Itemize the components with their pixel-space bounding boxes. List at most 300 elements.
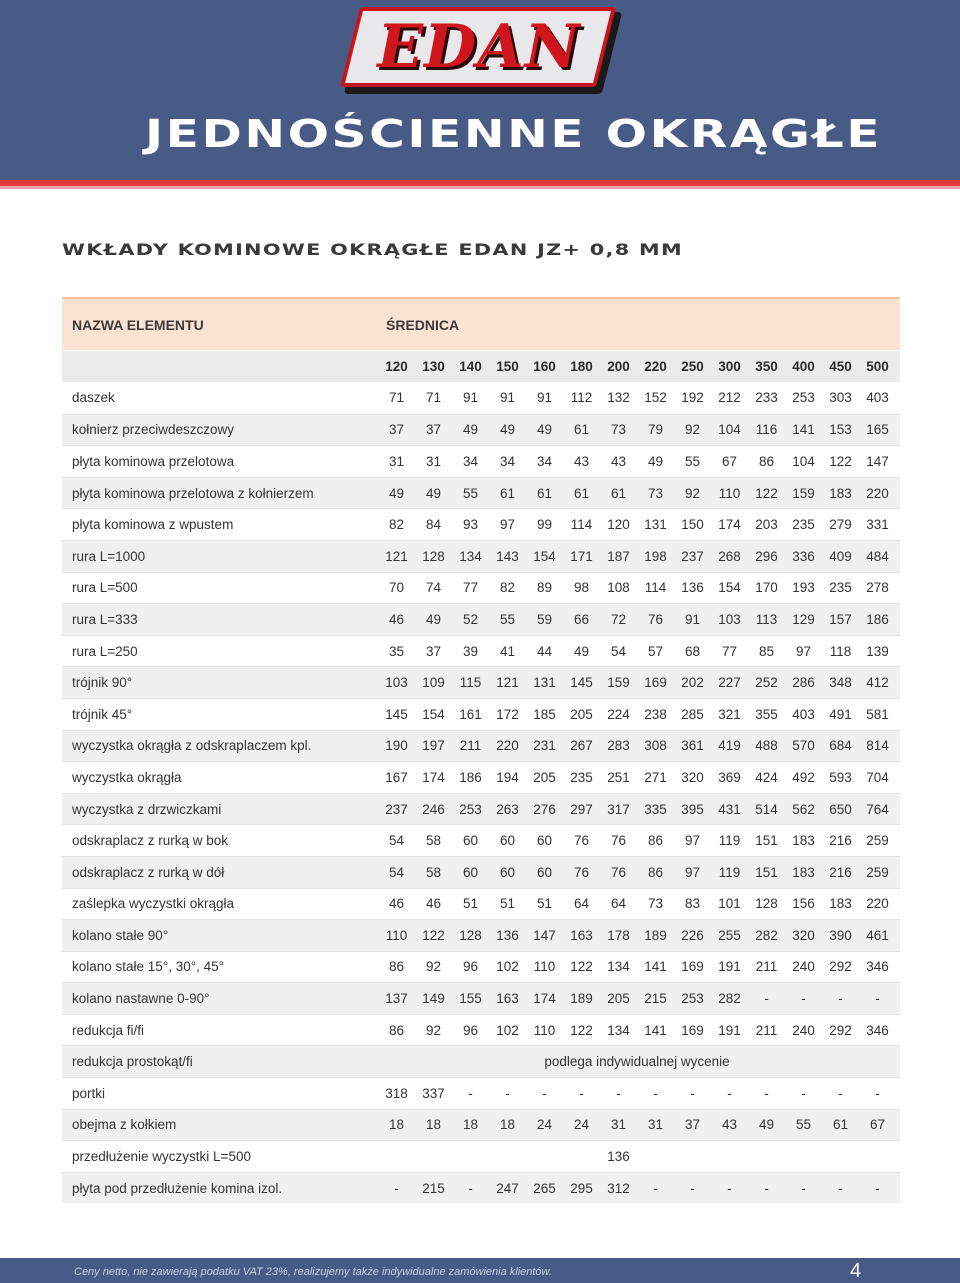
price-cell: 128 bbox=[422, 548, 445, 564]
price-cell: 76 bbox=[647, 611, 664, 627]
table-row bbox=[62, 603, 900, 635]
price-cell: 335 bbox=[644, 801, 667, 817]
price-cell: 31 bbox=[388, 453, 405, 469]
table-row bbox=[62, 698, 900, 730]
row-cells bbox=[378, 390, 896, 405]
price-cell: 141 bbox=[644, 959, 667, 975]
diameter-cell: 150 bbox=[496, 359, 519, 374]
price-cell: 24 bbox=[573, 1117, 590, 1133]
price-cell: 129 bbox=[792, 611, 815, 627]
price-cell: 76 bbox=[610, 833, 627, 849]
price-cell: 60 bbox=[499, 833, 516, 849]
table-row bbox=[62, 1109, 900, 1141]
price-cell: 268 bbox=[718, 548, 741, 564]
price-cell: 51 bbox=[536, 896, 553, 912]
table-header bbox=[62, 297, 900, 350]
price-cell: 18 bbox=[462, 1117, 479, 1133]
price-cell: 191 bbox=[718, 1022, 741, 1038]
logo-text: EDAN bbox=[377, 12, 581, 82]
price-cell: 169 bbox=[681, 959, 704, 975]
price-cell: - bbox=[653, 1085, 658, 1101]
price-cell: 145 bbox=[570, 675, 593, 691]
column-header-diameter: ŚREDNICA bbox=[386, 316, 460, 333]
price-cell: - bbox=[394, 1180, 399, 1196]
price-cell: 189 bbox=[570, 991, 593, 1007]
price-cell: 276 bbox=[533, 801, 556, 817]
price-cell: 60 bbox=[536, 864, 553, 880]
table-row bbox=[62, 1172, 900, 1204]
table-row bbox=[62, 1077, 900, 1109]
price-cell: 317 bbox=[607, 801, 630, 817]
price-cell: 37 bbox=[388, 422, 405, 438]
price-cell: 285 bbox=[681, 706, 704, 722]
price-cell: 91 bbox=[684, 611, 701, 627]
price-cell: 73 bbox=[610, 422, 627, 438]
price-cell: 120 bbox=[607, 517, 630, 533]
price-cell bbox=[526, 1149, 563, 1164]
price-cell: 34 bbox=[536, 453, 553, 469]
price-cell: 156 bbox=[792, 896, 815, 912]
price-cell: 169 bbox=[681, 1022, 704, 1038]
price-cell: 492 bbox=[792, 769, 815, 785]
price-cell: 183 bbox=[792, 833, 815, 849]
price-cell: 303 bbox=[829, 390, 852, 406]
price-cell: 122 bbox=[829, 453, 852, 469]
price-cell: 122 bbox=[570, 1022, 593, 1038]
price-cell: 34 bbox=[462, 453, 479, 469]
price-cell: 312 bbox=[607, 1180, 630, 1196]
price-cell: 403 bbox=[792, 706, 815, 722]
price-cell: 650 bbox=[829, 801, 852, 817]
price-cell: 132 bbox=[607, 390, 630, 406]
price-cell: 114 bbox=[644, 580, 667, 596]
row-name: rura L=333 bbox=[72, 611, 138, 627]
row-name: obejma z kołkiem bbox=[72, 1117, 177, 1133]
price-cell: 49 bbox=[647, 453, 664, 469]
price-cell: 163 bbox=[496, 991, 519, 1007]
table-row bbox=[62, 793, 900, 825]
price-cell: 491 bbox=[829, 706, 852, 722]
price-cell: 131 bbox=[533, 675, 556, 691]
price-cell: 41 bbox=[499, 643, 516, 659]
price-cell: 369 bbox=[718, 769, 741, 785]
price-cell: - bbox=[875, 1180, 880, 1196]
row-cells bbox=[378, 770, 896, 785]
price-cell: 240 bbox=[792, 1022, 815, 1038]
price-cell: 143 bbox=[496, 548, 519, 564]
price-cell: 318 bbox=[385, 1085, 408, 1101]
price-cell: 89 bbox=[536, 580, 553, 596]
price-cell: - bbox=[838, 1085, 843, 1101]
price-cell: 263 bbox=[496, 801, 519, 817]
price-cell: 61 bbox=[573, 422, 590, 438]
price-cell: 46 bbox=[388, 896, 405, 912]
row-name: wyczystka z drzwiczkami bbox=[72, 801, 222, 817]
price-cell: 151 bbox=[755, 864, 778, 880]
price-cell: - bbox=[838, 1180, 843, 1196]
price-cell: 202 bbox=[681, 675, 704, 691]
price-cell: 814 bbox=[866, 738, 889, 754]
price-cell: 61 bbox=[573, 485, 590, 501]
price-cell: - bbox=[690, 1180, 695, 1196]
price-cell: - bbox=[801, 1180, 806, 1196]
price-cell: 320 bbox=[792, 927, 815, 943]
price-cell: 103 bbox=[718, 611, 741, 627]
price-cell: - bbox=[616, 1085, 621, 1101]
price-cell: 119 bbox=[718, 833, 741, 849]
table-row bbox=[62, 540, 900, 572]
price-cell: 198 bbox=[644, 548, 667, 564]
price-cell: 255 bbox=[718, 927, 741, 943]
price-cell: 170 bbox=[755, 580, 778, 596]
price-cell: 104 bbox=[718, 422, 741, 438]
price-cell: 58 bbox=[425, 864, 442, 880]
price-cell: 101 bbox=[718, 896, 741, 912]
price-cell: 159 bbox=[792, 485, 815, 501]
price-cell: 183 bbox=[829, 485, 852, 501]
price-cell: 54 bbox=[388, 864, 405, 880]
price-cell: 37 bbox=[684, 1117, 701, 1133]
diameter-cell: 220 bbox=[644, 359, 667, 374]
price-cell: 190 bbox=[385, 738, 408, 754]
price-cell: 282 bbox=[718, 991, 741, 1007]
row-cells bbox=[378, 454, 896, 469]
price-cell: 141 bbox=[644, 1022, 667, 1038]
diameter-row bbox=[62, 350, 900, 382]
price-cell: 43 bbox=[610, 453, 627, 469]
price-cell: 205 bbox=[533, 769, 556, 785]
price-cell: 145 bbox=[385, 706, 408, 722]
price-cell: - bbox=[579, 1085, 584, 1101]
price-cell: 267 bbox=[570, 738, 593, 754]
price-cell: 235 bbox=[792, 517, 815, 533]
price-cell: 282 bbox=[755, 927, 778, 943]
price-cell bbox=[711, 1149, 748, 1164]
price-cell: 185 bbox=[533, 706, 556, 722]
price-cell: 197 bbox=[422, 738, 445, 754]
price-cell: 51 bbox=[499, 896, 516, 912]
price-cell: 348 bbox=[829, 675, 852, 691]
price-cell: 390 bbox=[829, 927, 852, 943]
price-cell: 178 bbox=[607, 927, 630, 943]
table-row bbox=[62, 1045, 900, 1077]
header-stripe-light bbox=[0, 186, 960, 189]
table-row bbox=[62, 635, 900, 667]
price-cell: 174 bbox=[718, 517, 741, 533]
price-cell: 71 bbox=[388, 390, 405, 406]
table-row bbox=[62, 919, 900, 951]
row-cells bbox=[378, 1181, 896, 1196]
diameter-cell: 250 bbox=[681, 359, 704, 374]
row-name: kołnierz przeciwdeszczowy bbox=[72, 422, 235, 438]
price-cell: 253 bbox=[681, 991, 704, 1007]
price-cell: 159 bbox=[607, 675, 630, 691]
price-cell: 122 bbox=[570, 959, 593, 975]
price-cell: 86 bbox=[388, 1022, 405, 1038]
price-cell: 77 bbox=[462, 580, 479, 596]
price-cell: 203 bbox=[755, 517, 778, 533]
price-cell: 189 bbox=[644, 927, 667, 943]
price-cell: 77 bbox=[721, 643, 738, 659]
price-cell: 259 bbox=[866, 864, 889, 880]
price-cell: 279 bbox=[829, 517, 852, 533]
row-cells bbox=[378, 580, 896, 595]
price-cell: 220 bbox=[496, 738, 519, 754]
price-cell: 211 bbox=[755, 959, 778, 975]
price-cell: 141 bbox=[792, 422, 815, 438]
price-cell: 97 bbox=[795, 643, 812, 659]
price-cell: 110 bbox=[718, 485, 741, 501]
price-cell: 220 bbox=[866, 485, 889, 501]
price-cell bbox=[859, 1149, 896, 1164]
price-cell bbox=[489, 1149, 526, 1164]
row-name: daszek bbox=[72, 390, 115, 406]
price-cell: 76 bbox=[573, 833, 590, 849]
price-cell: 68 bbox=[684, 643, 701, 659]
row-name: kolano stałe 15°, 30°, 45° bbox=[72, 959, 225, 975]
price-cell: 147 bbox=[866, 453, 889, 469]
price-cell: 216 bbox=[829, 864, 852, 880]
price-cell: 336 bbox=[792, 548, 815, 564]
table-row bbox=[62, 382, 900, 414]
price-cell: 292 bbox=[829, 959, 852, 975]
row-cells bbox=[378, 549, 896, 564]
price-cell: 31 bbox=[425, 453, 442, 469]
price-cell: 34 bbox=[499, 453, 516, 469]
price-cell: 73 bbox=[647, 896, 664, 912]
price-cell bbox=[415, 1149, 452, 1164]
price-cell: 61 bbox=[536, 485, 553, 501]
price-cell: 49 bbox=[573, 643, 590, 659]
price-cell: 337 bbox=[422, 1085, 445, 1101]
price-cell: 97 bbox=[499, 517, 516, 533]
price-cell: 205 bbox=[570, 706, 593, 722]
row-cells bbox=[378, 486, 896, 501]
price-cell: 321 bbox=[718, 706, 741, 722]
price-cell: - bbox=[801, 1085, 806, 1101]
price-cell: 346 bbox=[866, 1022, 889, 1038]
price-cell: 74 bbox=[425, 580, 442, 596]
price-cell: 169 bbox=[644, 675, 667, 691]
price-cell: 167 bbox=[385, 769, 408, 785]
price-cell: 85 bbox=[758, 643, 775, 659]
price-cell: 215 bbox=[422, 1180, 445, 1196]
row-name: trójnik 45° bbox=[72, 706, 133, 722]
price-cell: 331 bbox=[866, 517, 889, 533]
price-cell: 259 bbox=[866, 833, 889, 849]
price-cell: 31 bbox=[647, 1117, 664, 1133]
price-cell: 31 bbox=[610, 1117, 627, 1133]
price-cell: 37 bbox=[425, 643, 442, 659]
price-cell: 247 bbox=[496, 1180, 519, 1196]
price-cell: 355 bbox=[755, 706, 778, 722]
price-cell: 238 bbox=[644, 706, 667, 722]
price-cell: 165 bbox=[866, 422, 889, 438]
price-cell: 79 bbox=[647, 422, 664, 438]
diameter-cell: 120 bbox=[385, 359, 408, 374]
price-cell: - bbox=[838, 991, 843, 1007]
row-cells bbox=[378, 833, 896, 848]
price-cell: 246 bbox=[422, 801, 445, 817]
table-row bbox=[62, 761, 900, 793]
price-cell: - bbox=[468, 1180, 473, 1196]
row-cells bbox=[378, 738, 896, 753]
row-cells bbox=[378, 517, 896, 532]
price-cell: 60 bbox=[499, 864, 516, 880]
price-cell: 61 bbox=[610, 485, 627, 501]
price-cell: 192 bbox=[681, 390, 704, 406]
row-name: płyta kominowa przelotowa z kołnierzem bbox=[72, 485, 314, 501]
price-cell: - bbox=[690, 1085, 695, 1101]
price-cell: 55 bbox=[462, 485, 479, 501]
table-row bbox=[62, 414, 900, 446]
footer-note: Ceny netto, nie zawierają podatku VAT 23%, realizujemy także indywidualne zamówienia klientów. bbox=[74, 1266, 552, 1278]
price-cell: 83 bbox=[684, 896, 701, 912]
edan-logo bbox=[348, 4, 614, 96]
price-cell: 134 bbox=[459, 548, 482, 564]
price-cell: 187 bbox=[607, 548, 630, 564]
page-title: JEDNOŚCIENNE OKRĄGŁE bbox=[145, 112, 883, 156]
price-cell: 72 bbox=[610, 611, 627, 627]
price-cell: 514 bbox=[755, 801, 778, 817]
price-cell: 64 bbox=[610, 896, 627, 912]
diameter-cell: 300 bbox=[718, 359, 741, 374]
price-cell: - bbox=[653, 1180, 658, 1196]
diameter-cell: 500 bbox=[866, 359, 889, 374]
price-cell: 153 bbox=[829, 422, 852, 438]
price-cell: 171 bbox=[570, 548, 593, 564]
price-cell: 704 bbox=[866, 769, 889, 785]
price-cell: 102 bbox=[496, 959, 519, 975]
row-cells bbox=[378, 422, 896, 437]
price-cell: 308 bbox=[644, 738, 667, 754]
row-cells bbox=[378, 1117, 896, 1132]
price-cell: 183 bbox=[829, 896, 852, 912]
price-cell: 35 bbox=[388, 643, 405, 659]
price-cell: 150 bbox=[681, 517, 704, 533]
price-cell: 251 bbox=[607, 769, 630, 785]
price-cell: 295 bbox=[570, 1180, 593, 1196]
price-cell: 49 bbox=[425, 611, 442, 627]
row-name: portki bbox=[72, 1085, 106, 1101]
price-cell: 253 bbox=[459, 801, 482, 817]
price-cell: 43 bbox=[721, 1117, 738, 1133]
price-cell: 320 bbox=[681, 769, 704, 785]
price-cell: 252 bbox=[755, 675, 778, 691]
price-cell: 54 bbox=[388, 833, 405, 849]
table-row bbox=[62, 982, 900, 1014]
price-cell: 461 bbox=[866, 927, 889, 943]
price-cell: 155 bbox=[459, 991, 482, 1007]
price-cell: 134 bbox=[607, 959, 630, 975]
price-cell: - bbox=[468, 1085, 473, 1101]
row-name: rura L=250 bbox=[72, 643, 138, 659]
table-row bbox=[62, 951, 900, 983]
price-cell bbox=[637, 1149, 674, 1164]
price-cell: 71 bbox=[425, 390, 442, 406]
price-cell: 424 bbox=[755, 769, 778, 785]
price-cell: 18 bbox=[388, 1117, 405, 1133]
price-cell: 93 bbox=[462, 517, 479, 533]
price-cell: 86 bbox=[647, 833, 664, 849]
table-row bbox=[62, 666, 900, 698]
price-cell: 570 bbox=[792, 738, 815, 754]
price-cell: 562 bbox=[792, 801, 815, 817]
price-cell: 49 bbox=[758, 1117, 775, 1133]
price-cell: 84 bbox=[425, 517, 442, 533]
price-cell: 114 bbox=[570, 517, 593, 533]
price-cell: - bbox=[505, 1085, 510, 1101]
price-cell: 205 bbox=[607, 991, 630, 1007]
table-row bbox=[62, 730, 900, 762]
price-cell: 253 bbox=[792, 390, 815, 406]
price-cell: 235 bbox=[570, 769, 593, 785]
row-name: płyta kominowa przelotowa bbox=[72, 453, 235, 469]
price-cell: 593 bbox=[829, 769, 852, 785]
price-cell: 216 bbox=[829, 833, 852, 849]
price-cell: 104 bbox=[792, 453, 815, 469]
price-cell bbox=[748, 1149, 785, 1164]
price-cell: 224 bbox=[607, 706, 630, 722]
price-cell: 581 bbox=[866, 706, 889, 722]
price-cell: 92 bbox=[684, 485, 701, 501]
price-cell: 92 bbox=[684, 422, 701, 438]
row-name: przedłużenie wyczystki L=500 bbox=[72, 1149, 251, 1165]
price-cell: 61 bbox=[499, 485, 516, 501]
price-cell: 51 bbox=[462, 896, 479, 912]
price-cell: 44 bbox=[536, 643, 553, 659]
column-header-name: NAZWA ELEMENTU bbox=[72, 316, 204, 333]
row-cells bbox=[378, 896, 896, 911]
price-cell: 183 bbox=[792, 864, 815, 880]
row-cells bbox=[378, 959, 896, 974]
price-cell: 49 bbox=[536, 422, 553, 438]
diameter-cell: 160 bbox=[533, 359, 556, 374]
price-cell: 46 bbox=[388, 611, 405, 627]
price-cell: 154 bbox=[533, 548, 556, 564]
diameter-cell: 450 bbox=[829, 359, 852, 374]
row-cells bbox=[378, 644, 896, 659]
price-cell: 154 bbox=[422, 706, 445, 722]
price-cell: 98 bbox=[573, 580, 590, 596]
row-name: wyczystka okrągła z odskraplaczem kpl. bbox=[72, 738, 312, 754]
price-cell: 296 bbox=[755, 548, 778, 564]
row-cells bbox=[378, 675, 896, 690]
price-cell: 113 bbox=[755, 611, 778, 627]
price-cell: 73 bbox=[647, 485, 664, 501]
price-cell: - bbox=[764, 1085, 769, 1101]
price-cell: 102 bbox=[496, 1022, 519, 1038]
diameter-cell: 200 bbox=[607, 359, 630, 374]
price-cell: 419 bbox=[718, 738, 741, 754]
price-cell: 46 bbox=[425, 896, 442, 912]
price-cell: 86 bbox=[388, 959, 405, 975]
price-cell: 186 bbox=[866, 611, 889, 627]
row-name: płyta pod przedłużenie komina izol. bbox=[72, 1180, 283, 1196]
price-cell: 110 bbox=[533, 1022, 556, 1038]
row-name: odskraplacz z rurką w dół bbox=[72, 864, 225, 880]
price-cell: - bbox=[727, 1180, 732, 1196]
price-cell: 409 bbox=[829, 548, 852, 564]
price-cell: 283 bbox=[607, 738, 630, 754]
price-cell: 346 bbox=[866, 959, 889, 975]
price-cell: 286 bbox=[792, 675, 815, 691]
price-cell: - bbox=[727, 1085, 732, 1101]
price-cell: 49 bbox=[499, 422, 516, 438]
price-cell: 240 bbox=[792, 959, 815, 975]
price-cell: 149 bbox=[422, 991, 445, 1007]
row-name: wyczystka okrągła bbox=[72, 769, 182, 785]
